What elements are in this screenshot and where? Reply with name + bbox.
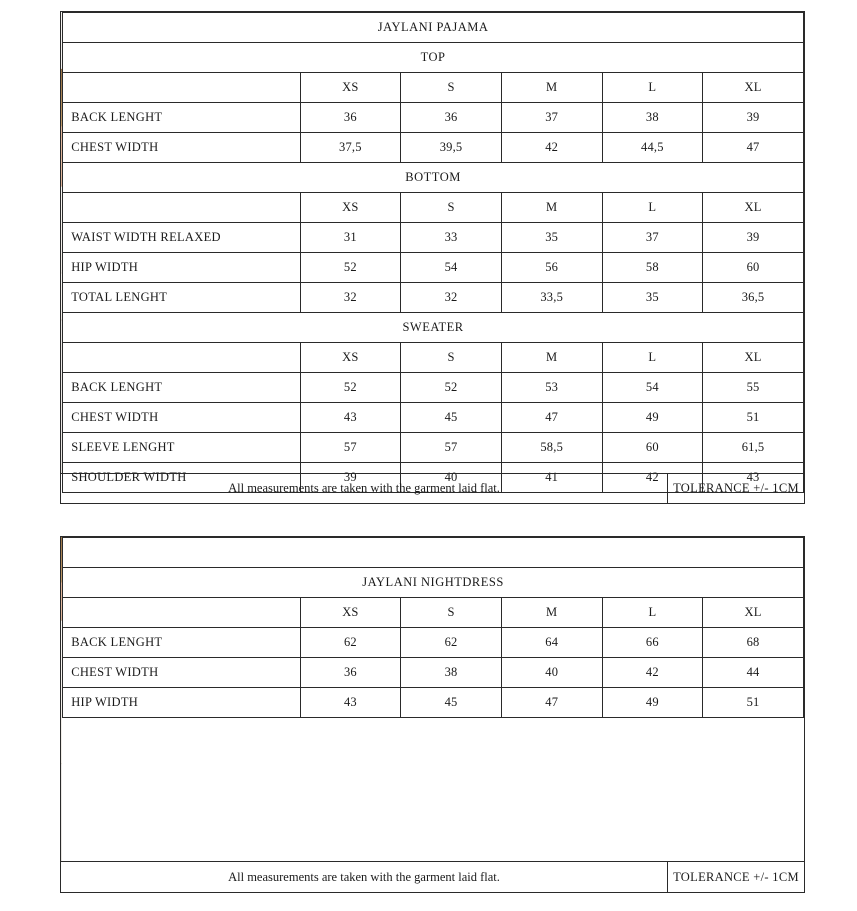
table-row [63,283,804,313]
pajama-title: JAYLANI PAJAMA [63,13,804,43]
measure-label: CHEST WIDTH [63,658,300,688]
measure-value: 37 [501,103,602,133]
size-header-s: S [401,343,502,373]
measure-value: 66 [602,628,703,658]
table-row-sizes [63,73,804,103]
table-row-sizes [63,193,804,223]
measure-value: 54 [602,373,703,403]
measure-value: 31 [300,223,401,253]
size-header-l: L [602,193,703,223]
measure-value: 39,5 [401,133,502,163]
measure-value: 49 [602,403,703,433]
pajama-footer [61,473,804,503]
measure-value: 37,5 [300,133,401,163]
size-header-s: S [401,598,502,628]
measure-value: 54 [401,253,502,283]
measure-value: 58,5 [501,433,602,463]
nightdress-table-pane [62,537,804,861]
measure-value: 47 [501,688,602,718]
measure-value: 41 [501,463,602,493]
size-header-xs: XS [300,598,401,628]
table-row [63,103,804,133]
section-title-sweater: SWEATER [63,313,804,343]
size-header-xl: XL [703,343,804,373]
table-row-title [63,13,804,43]
measure-value: 47 [703,133,804,163]
measure-value: 39 [703,103,804,133]
nightdress-card-body [61,537,804,861]
size-header-m: M [501,73,602,103]
measure-value: 52 [401,373,502,403]
table-row [63,403,804,433]
pajama-table-pane [62,12,804,484]
measurement-note: All measurements are taken with the garment laid flat. [61,474,668,503]
measure-value: 32 [300,283,401,313]
measure-value: 53 [501,373,602,403]
size-header-xl: XL [703,73,804,103]
measure-value: 36 [401,103,502,133]
size-header-xl: XL [703,193,804,223]
measure-value: 43 [300,688,401,718]
measurement-note: All measurements are taken with the garment laid flat. [61,862,668,892]
measure-value: 39 [703,223,804,253]
measure-value: 55 [703,373,804,403]
table-row [63,253,804,283]
pajama-size-card [60,11,805,504]
table-row-title [63,568,804,598]
size-header-l: L [602,73,703,103]
table-row [63,373,804,403]
section-title-bottom: BOTTOM [63,163,804,193]
measure-value: 36 [300,658,401,688]
nightdress-footer [61,861,804,892]
measure-label: TOTAL LENGHT [63,283,300,313]
measure-value: 42 [501,133,602,163]
size-header-l: L [602,598,703,628]
measure-value: 57 [300,433,401,463]
size-header-xs: XS [300,343,401,373]
measure-value: 57 [401,433,502,463]
measure-value: 38 [602,103,703,133]
table-row-section [63,43,804,73]
size-header-spacer [63,598,300,628]
nightdress-size-card [60,536,805,893]
measure-label: BACK LENGHT [63,103,300,133]
measure-value: 62 [401,628,502,658]
measure-value: 36,5 [703,283,804,313]
measure-value: 60 [703,253,804,283]
table-row-section [63,313,804,343]
table-row-sizes [63,343,804,373]
measure-value: 42 [602,463,703,493]
table-row [63,658,804,688]
size-header-s: S [401,73,502,103]
measure-value: 40 [501,658,602,688]
measure-label: HIP WIDTH [63,688,300,718]
size-header-xs: XS [300,73,401,103]
size-header-s: S [401,193,502,223]
table-row [63,223,804,253]
section-title-top: TOP [63,43,804,73]
measure-label: CHEST WIDTH [63,133,300,163]
measure-value: 32 [401,283,502,313]
tolerance-note: TOLERANCE +/- 1CM [673,869,799,884]
measure-value: 52 [300,373,401,403]
measure-label: BACK LENGHT [63,373,300,403]
measure-value: 38 [401,658,502,688]
measure-value: 35 [602,283,703,313]
measure-label: BACK LENGHT [63,628,300,658]
size-header-spacer [63,193,300,223]
measure-value: 44 [703,658,804,688]
size-header-m: M [501,598,602,628]
table-row-section [63,163,804,193]
measure-value: 43 [703,463,804,493]
measure-value: 60 [602,433,703,463]
table-row [63,433,804,463]
measure-value: 45 [401,688,502,718]
table-row [63,628,804,658]
table-row [63,133,804,163]
measure-value: 44,5 [602,133,703,163]
measure-value: 51 [703,403,804,433]
nightdress-spec-table [62,537,804,718]
pajama-spec-table [62,12,804,493]
table-row-sizes [63,598,804,628]
measure-value: 58 [602,253,703,283]
measure-value: 45 [401,403,502,433]
measure-label: CHEST WIDTH [63,403,300,433]
size-header-xl: XL [703,598,804,628]
measure-value: 43 [300,403,401,433]
measure-value: 47 [501,403,602,433]
measure-value: 37 [602,223,703,253]
measure-value: 64 [501,628,602,658]
measure-label: SHOULDER WIDTH [63,463,300,493]
table-row [63,688,804,718]
tolerance-note: TOLERANCE +/- 1CM [673,481,799,496]
measure-value: 52 [300,253,401,283]
measure-value: 68 [703,628,804,658]
measure-value: 51 [703,688,804,718]
measure-label: HIP WIDTH [63,253,300,283]
measure-label: SLEEVE LENGHT [63,433,300,463]
table-row-spacer [63,538,804,568]
measure-value: 33 [401,223,502,253]
measure-value: 49 [602,688,703,718]
nightdress-title: JAYLANI NIGHTDRESS [63,568,804,598]
size-header-l: L [602,343,703,373]
measure-value: 39 [300,463,401,493]
measure-value: 56 [501,253,602,283]
size-header-m: M [501,193,602,223]
size-header-spacer [63,73,300,103]
measure-value: 40 [401,463,502,493]
measure-value: 42 [602,658,703,688]
measure-value: 35 [501,223,602,253]
measure-value: 36 [300,103,401,133]
size-header-xs: XS [300,193,401,223]
pajama-card-body [61,12,804,484]
measure-value: 33,5 [501,283,602,313]
measure-value: 62 [300,628,401,658]
size-header-m: M [501,343,602,373]
measure-value: 61,5 [703,433,804,463]
size-header-spacer [63,343,300,373]
measure-label: WAIST WIDTH RELAXED [63,223,300,253]
nightdress-top-spacer [63,538,804,568]
